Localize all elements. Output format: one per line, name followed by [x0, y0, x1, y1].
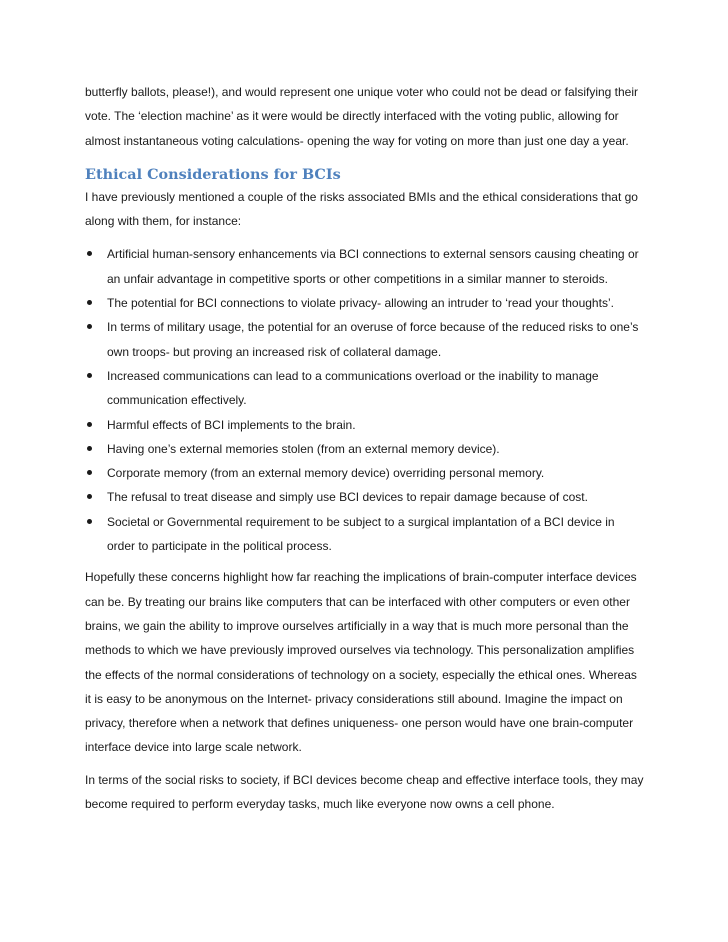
lead-paragraph: I have previously mentioned a couple of the risks associated BMIs and the ethical considerations that go along with them, for instance: — [85, 189, 638, 229]
list-item: Harmful effects of BCI implements to the brain. — [85, 413, 645, 437]
intro-paragraph: butterfly ballots, please!), and would represent one unique voter who could not be dead or falsifying their vote. The ‘election machine’ as it were would be directly interfaced with the voting public, allowing for almost instantaneous voting calculations- opening the way for voting on more than just one day a year. — [85, 85, 639, 148]
list-item: Increased communications can lead to a communications overload or the inability to manage communication effectively. — [85, 364, 645, 413]
list-item: In terms of military usage, the potential for an overuse of force because of the reduced risks to one’s own troops- but proving an increased risk of collateral damage. — [85, 315, 645, 364]
list-item: Having one’s external memories stolen (from an external memory device). — [85, 437, 645, 461]
section-heading: Ethical Considerations for BCIs — [85, 165, 341, 183]
list-item: Societal or Governmental requirement to be subject to a surgical implantation of a BCI device in order to participate in the political process. — [85, 510, 645, 559]
bullet-icon — [87, 446, 92, 451]
bullet-icon — [87, 373, 92, 378]
list-item: Corporate memory (from an external memory device) overriding personal memory. — [85, 461, 645, 485]
concerns-paragraph: Hopefully these concerns highlight how far reaching the implications of brain-computer interface devices can be. By treating our brains like computers that can be interfaced with other computers or even other brains, we gain the ability to improve ourselves artificially in a way that is much more personal than the methods to which we have previously improved ourselves via technology. This personalization amplifies the effects of the normal considerations of technology on a society, especially the ethical ones. Whereas it is easy to be anonymous on the Internet- privacy considerations still abound. Imagine the impact on privacy, therefore when a network that defines uniqueness- one person would have one brain-computer interface device into large scale network. — [85, 570, 637, 755]
bullet-icon — [87, 251, 92, 256]
bullet-icon — [87, 494, 92, 499]
bullet-icon — [87, 324, 92, 329]
list-item: The refusal to treat disease and simply use BCI devices to repair damage because of cost. — [85, 485, 645, 509]
list-item: The potential for BCI connections to violate privacy- allowing an intruder to ‘read your thoughts’. — [85, 291, 645, 315]
bullet-icon — [87, 300, 92, 305]
bullet-icon — [87, 519, 92, 524]
ethical-considerations-list — [85, 242, 645, 558]
document-body — [85, 80, 645, 816]
bullet-icon — [87, 470, 92, 475]
list-item: Artificial human-sensory enhancements via BCI connections to external sensors causing cheating or an unfair advantage in competitive sports or other competitions in a similar manner to steroids. — [85, 242, 645, 291]
social-risks-paragraph: In terms of the social risks to society, if BCI devices become cheap and effective interface tools, they may become required to perform everyday tasks, much like everyone now owns a cell phone. — [85, 772, 644, 812]
bullet-icon — [87, 422, 92, 427]
